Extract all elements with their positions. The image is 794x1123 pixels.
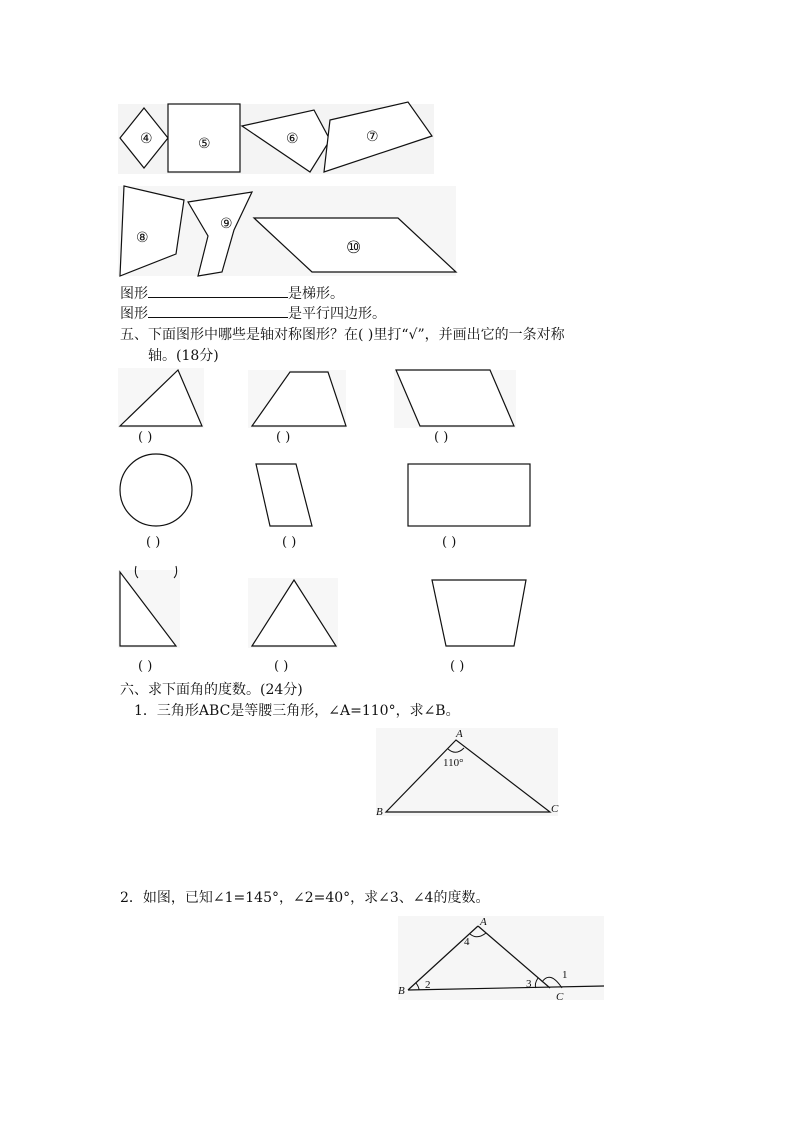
answer-blank-trapezoid[interactable] bbox=[148, 285, 288, 298]
fig2-label-4: 4 bbox=[464, 936, 470, 948]
fig2-label-2: 2 bbox=[425, 979, 431, 991]
section6-title: 六、求下面角的度数。(24分) bbox=[120, 682, 303, 698]
fig1-label-C: C bbox=[551, 803, 559, 815]
shape-7-label: ⑦ bbox=[366, 129, 379, 145]
answer-paren[interactable]: ( ) bbox=[434, 430, 449, 445]
answer-paren[interactable]: ( ) bbox=[138, 430, 153, 445]
fig2-label-A: A bbox=[480, 916, 487, 928]
answer-paren[interactable]: ( ) bbox=[276, 430, 291, 445]
answer-blank-parallelogram[interactable] bbox=[148, 305, 288, 318]
answer-paren[interactable]: ( ) bbox=[282, 535, 297, 550]
s5-inverted-trapezoid bbox=[432, 580, 526, 646]
fill-line-prefix: 图形 bbox=[120, 306, 148, 322]
section5-title-line1: 五、下面图形中哪些是轴对称图形？在( )里打“√”，并画出它的一条对称 bbox=[120, 327, 565, 343]
fig1-angle-110: 110° bbox=[443, 757, 464, 769]
answer-paren[interactable]: ( ) bbox=[442, 535, 457, 550]
shape-9-label: ⑨ bbox=[220, 216, 233, 232]
shape-4-label: ④ bbox=[140, 131, 153, 147]
s5-small-parallelogram bbox=[256, 464, 312, 526]
fig2-label-1: 1 bbox=[562, 969, 568, 981]
fig1-label-B: B bbox=[376, 806, 383, 818]
section6-question-1: 1．三角形ABC是等腰三角形，∠A=110°，求∠B。 bbox=[134, 703, 460, 719]
section6-question-2: 2．如图，已知∠1=145°，∠2=40°，求∠3、∠4的度数。 bbox=[120, 890, 490, 906]
answer-paren[interactable]: ( ) bbox=[450, 659, 465, 674]
fill-line-prefix: 图形 bbox=[120, 286, 148, 302]
s5-rectangle bbox=[408, 464, 530, 526]
answer-paren[interactable]: ( ) bbox=[274, 659, 289, 674]
shape-5-label: ⑤ bbox=[198, 136, 211, 152]
fig2-label-B: B bbox=[398, 985, 405, 997]
fig2-label-C: C bbox=[556, 991, 564, 1003]
answer-paren[interactable]: ( ) bbox=[138, 659, 153, 674]
s5-circle bbox=[120, 454, 192, 526]
fill-line-suffix: 是梯形。 bbox=[288, 286, 344, 302]
fill-line-trapezoid bbox=[120, 285, 344, 303]
fill-line-suffix: 是平行四边形。 bbox=[288, 306, 386, 322]
fig1-label-A: A bbox=[456, 728, 463, 740]
fill-line-parallelogram bbox=[120, 305, 386, 323]
shape-8-label: ⑧ bbox=[136, 230, 149, 246]
section5-title-line2: 轴。(18分) bbox=[148, 348, 219, 364]
shape-6-label: ⑥ bbox=[286, 131, 299, 147]
shape-10-label: ⑩ bbox=[346, 238, 362, 258]
answer-paren[interactable]: ( ) bbox=[146, 535, 161, 550]
fig2-label-3: 3 bbox=[526, 978, 532, 990]
scan-background bbox=[376, 728, 558, 816]
